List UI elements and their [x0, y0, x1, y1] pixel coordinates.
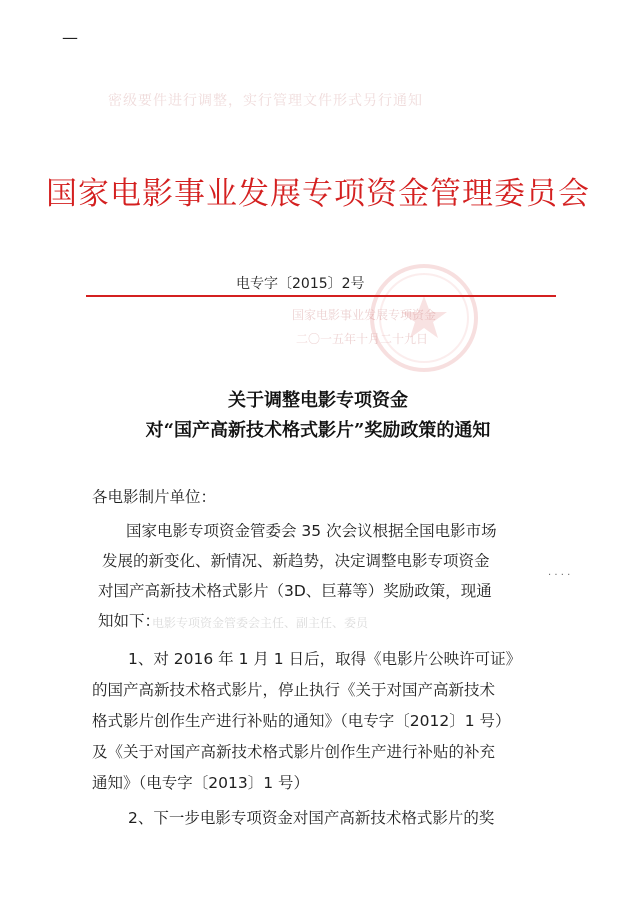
stray-dots: . . . .	[548, 567, 571, 578]
red-header-rule	[86, 295, 556, 297]
body-line: 知如下：	[98, 612, 161, 630]
salutation: 各电影制片单位：	[92, 488, 217, 506]
bleed-through-text: 密级要件进行调整，实行管理文件形式另行通知	[108, 93, 423, 109]
body-line: 及《关于对国产高新技术格式影片创作生产进行补贴的补充	[92, 743, 496, 761]
body-line: 对国产高新技术格式影片（3D、巨幕等）奖励政策，现通	[98, 582, 492, 600]
document-number: 电专字〔2015〕2号	[236, 276, 365, 292]
body-line: 国家电影专项资金管委会 35 次会议根据全国电影市场	[126, 522, 497, 540]
seal-bleed-caption: 国家电影事业发展专项资金	[292, 308, 437, 322]
notice-title-line-2: 对“国产高新技术格式影片”奖励政策的通知	[145, 420, 491, 441]
bleed-through-text: 电影专项资金管委会主任、副主任、委员	[152, 616, 369, 630]
seal-bleed-date: 二〇一五年十月二十九日	[296, 332, 429, 346]
body-line: 1、对 2016 年 1 月 1 日后，取得《电影片公映许可证》	[128, 650, 522, 668]
body-line: 的国产高新技术格式影片，停止执行《关于对国产高新技术	[92, 681, 496, 699]
body-line: 格式影片创作生产进行补贴的通知》（电专字〔2012〕1 号）	[92, 712, 511, 730]
body-line: 发展的新变化、新情况、新趋势，决定调整电影专项资金	[102, 552, 490, 570]
corner-mark: —	[62, 28, 78, 47]
notice-title-line-1: 关于调整电影专项资金	[228, 390, 408, 411]
body-line: 通知》（电专字〔2013〕1 号）	[92, 774, 309, 792]
issuing-organization: 国家电影事业发展专项资金管理委员会	[46, 176, 590, 212]
body-line: 2、下一步电影专项资金对国产高新技术格式影片的奖	[128, 809, 495, 827]
